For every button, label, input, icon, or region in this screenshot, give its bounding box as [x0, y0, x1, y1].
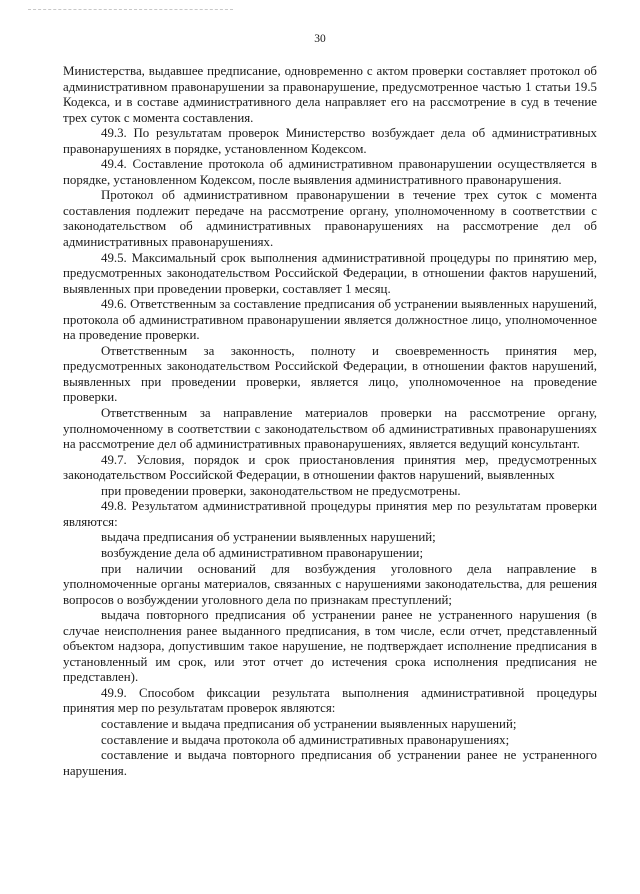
paragraph: 49.3. По результатам проверок Министерство возбуждает дела об административных правонарушениях в порядке, установленном Кодексом.	[63, 126, 597, 156]
paragraph: возбуждение дела об административном правонарушении;	[101, 545, 424, 560]
document-body	[63, 64, 597, 779]
paragraph: составление и выдача повторного предписания об устранении ранее не устраненного нарушения.	[63, 748, 597, 778]
paragraph: 49.8. Результатом административной процедуры принятия мер по результатам проверки являются:	[63, 499, 597, 529]
paragraph: составление и выдача предписания об устранении выявленных нарушений;	[101, 716, 517, 731]
scan-artifact-line	[28, 9, 233, 10]
paragraph: при наличии оснований для возбуждения уголовного дела направление в уполномоченные органы материалов, связанных с нарушениями законодательства, для решения вопросов о возбуждении уголовного дела по признакам преступлений;	[63, 561, 597, 607]
paragraph: Министерства, выдавшее предписание, одновременно с актом проверки составляет протокол об административном правонарушении за правонарушение, предусмотренное частью 1 статьи 19.5 Кодекса, и в составе административного дела направляет его на рассмотрение в суд в течение трех суток с момента составления.	[63, 64, 597, 125]
paragraph: Ответственным за законность, полноту и своевременность принятия мер, предусмотренных законодательством Российской Федерации, в отношении фактов нарушений, выявленных при проведении проверки, является лицо, уполномоченное на проведение проверки.	[63, 343, 597, 405]
paragraph: Ответственным за направление материалов проверки на рассмотрение органу, уполномоченному в соответствии с законодательством об административных правонарушениях на рассмотрение дел об административных правонарушениях, является ведущий консультант.	[63, 406, 597, 452]
paragraph: Протокол об административном правонарушении в течение трех суток с момента составления подлежит передаче на рассмотрение органу, уполномоченному в соответствии с законодательством об административных правонарушениях на рассмотрение дел об административных правонарушениях.	[63, 188, 597, 250]
paragraph: выдача повторного предписания об устранении ранее не устраненного нарушения (в случае неисполнения ранее выданного предписания, в том числе, если отчет, представленный объектом надзора, допустившим такое нарушение, не подтверждает исполнение предписания в установленный им срок, или этот отчет до истечения срока исполнения предписания не представлен).	[63, 608, 597, 685]
paragraph: 49.5. Максимальный срок выполнения административной процедуры по принятию мер, предусмотренных законодательством Российской Федерации, в отношении фактов нарушений, выявленных при проведении проверки, составляет 1 месяц.	[63, 250, 597, 296]
paragraph: при проведении проверки, законодательством не предусмотрены.	[101, 483, 461, 498]
paragraph: 49.7. Условия, порядок и срок приостановления принятия мер, предусмотренных законодательством Российской Федерации, в отношении фактов нарушений, выявленных	[63, 452, 597, 483]
paragraph: 49.6. Ответственным за составление предписания об устранении выявленных нарушений, протокола об административном правонарушении является должностное лицо, уполномоченное на проведение проверки.	[63, 297, 597, 343]
paragraph: 49.4. Составление протокола об административном правонарушении осуществляется в порядке, установленном Кодексом, после выявления административного правонарушения.	[63, 157, 597, 187]
paragraph: 49.9. Способом фиксации результата выполнения административной процедуры принятия мер по результатам проверок являются:	[63, 685, 597, 716]
paragraph: выдача предписания об устранении выявленных нарушений;	[101, 530, 436, 545]
page-number: 30	[314, 33, 326, 45]
paragraph: составление и выдача протокола об административных правонарушениях;	[101, 732, 510, 747]
